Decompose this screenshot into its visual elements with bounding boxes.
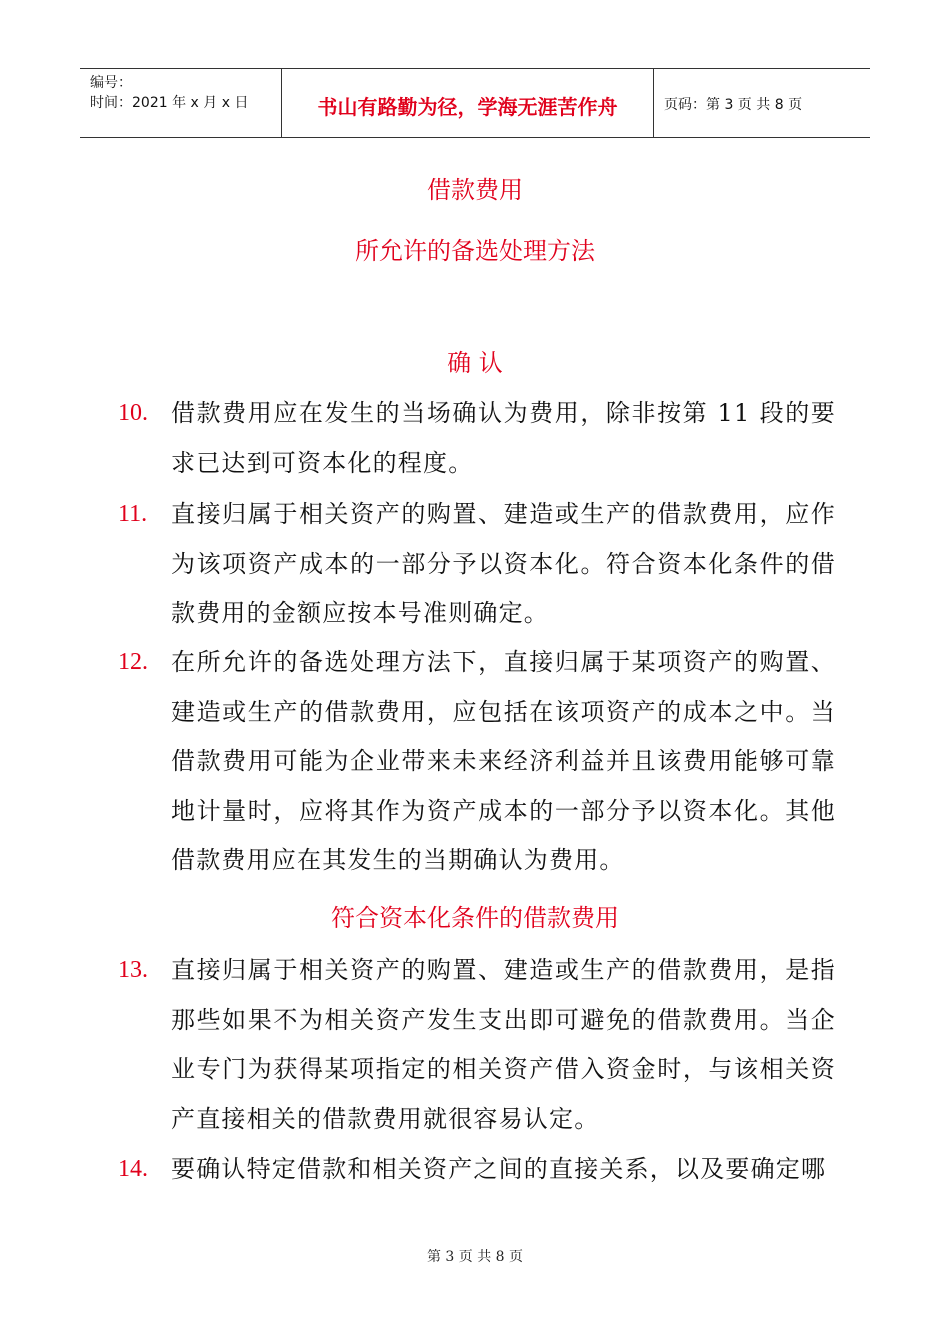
paragraph-12	[118, 638, 838, 886]
paragraph-number: 13.	[118, 957, 148, 983]
document-number-label: 编号：	[90, 75, 132, 91]
document-subtitle: 所允许的备选处理方法	[355, 237, 595, 265]
paragraph-text: 要确认特定借款和相关资产之间的直接关系，以及要确定哪	[171, 1155, 827, 1183]
paragraph-14	[118, 1145, 838, 1195]
section-heading-capitalizable: 符合资本化条件的借款费用	[331, 904, 619, 932]
paragraph-number: 10.	[118, 400, 148, 426]
section-heading-recognition: 确 认	[447, 349, 503, 377]
page-footer: 第 3 页 共 8 页	[426, 1249, 524, 1265]
paragraph-11	[118, 490, 838, 639]
header-motto: 书山有路勤为径，学海无涯苦作舟	[282, 69, 654, 137]
header-meta-cell	[80, 69, 282, 137]
paragraph-number: 12.	[118, 649, 148, 675]
document-date-label: 时间：2021 年 x 月 x 日	[90, 95, 249, 111]
header-page-number: 页码：第 3 页 共 8 页	[664, 97, 803, 113]
document-header	[80, 68, 870, 138]
document-title: 借款费用	[427, 176, 523, 204]
paragraph-text: 在所允许的备选处理方法下，直接归属于某项资产的购置、建造或生产的借款费用，应包括在该项资产的成本之中。当借款费用可能为企业带来未来经济利益并且该费用能够可靠地计量时，应将其作为资产成本的一部分予以资本化。其他借款费用应在其发生的当期确认为费用。	[171, 648, 836, 874]
paragraph-13	[118, 946, 838, 1144]
paragraph-text: 借款费用应在发生的当场确认为费用，除非按第 11 段的要求已达到可资本化的程度。	[171, 399, 836, 477]
paragraph-number: 14.	[118, 1156, 148, 1182]
paragraph-10	[118, 389, 838, 488]
paragraph-number: 11.	[118, 501, 148, 527]
paragraph-text: 直接归属于相关资产的购置、建造或生产的借款费用，应作为该项资产成本的一部分予以资本化。符合资本化条件的借款费用的金额应按本号准则确定。	[171, 500, 836, 627]
paragraph-text: 直接归属于相关资产的购置、建造或生产的借款费用，是指那些如果不为相关资产发生支出即可避免的借款费用。当企业专门为获得某项指定的相关资产借入资金时，与该相关资产直接相关的借款费用就很容易认定。	[171, 956, 836, 1133]
